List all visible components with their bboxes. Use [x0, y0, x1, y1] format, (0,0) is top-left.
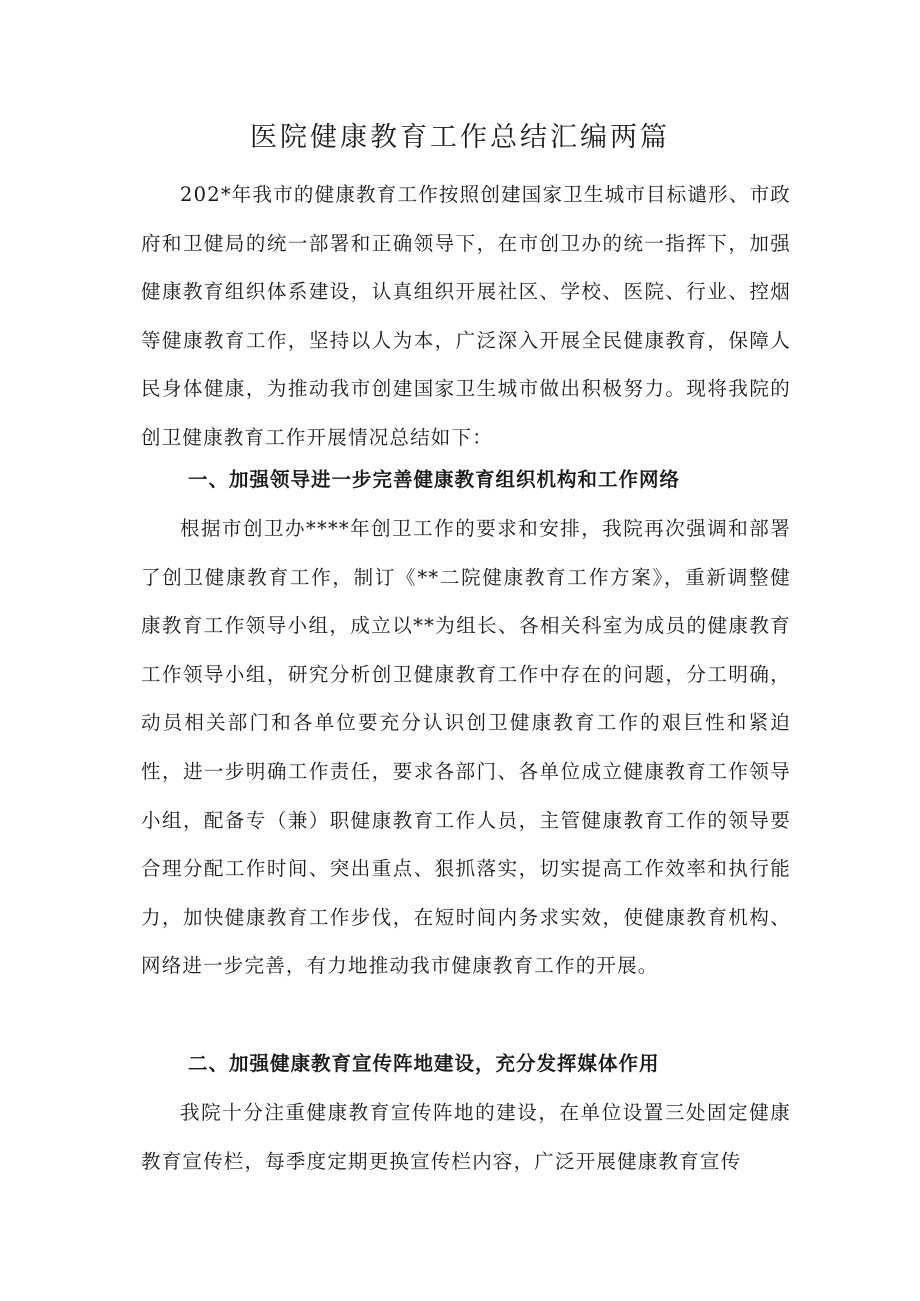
section-1-heading: 一、加强领导进一步完善健康教育组织机构和工作网络 [188, 468, 681, 491]
document-title: 医院健康教育工作总结汇编两篇 [250, 122, 670, 153]
section-2-paragraph: 我院十分注重健康教育宣传阵地的建设，在单位设置三处固定健康教育宣传栏，每季度定期更换宣传栏内容，广泛开展健康教育宣传 [141, 1101, 791, 1173]
section-1-paragraph: 根据市创卫办****年创卫工作的要求和安排，我院再次强调和部署了创卫健康教育工作，制订《**二院健康教育工作方案》，重新调整健康教育工作领导小组，成立以**为组长、各相关科室为成员的健康教育工作领导小组，研究分析创卫健康教育工作中存在的问题，分工明确，动员相关部门和各单位要充分认识创卫健康教育工作的艰巨性和紧迫性，进一步明确工作责任，要求各部门、各单位成立健康教育工作领导小组，配备专（兼）职健康教育工作人员，主管健康教育工作的领导要合理分配工作时间、突出重点、狠抓落实，切实提高工作效率和执行能力，加快健康教育工作步伐，在短时间内务求实效，使健康教育机构、网络进一步完善，有力地推动我市健康教育工作的开展。 [141, 517, 791, 978]
section-2-heading: 二、加强健康教育宣传阵地建设，充分发挥媒体作用 [188, 1052, 660, 1075]
intro-paragraph: 202*年我市的健康教育工作按照创建国家卫生城市目标谴形、市政府和卫健局的统一部署和正确领导下，在市创卫办的统一指挥下，加强健康教育组织体系建设，认真组织开展社区、学校、医院、行业、控烟等健康教育工作，坚持以人为本，广泛深入开展全民健康教育，保障人民身体健康，为推动我市创建国家卫生城市做出积极努力。现将我院的创卫健康教育工作开展情况总结如下： [141, 183, 791, 449]
